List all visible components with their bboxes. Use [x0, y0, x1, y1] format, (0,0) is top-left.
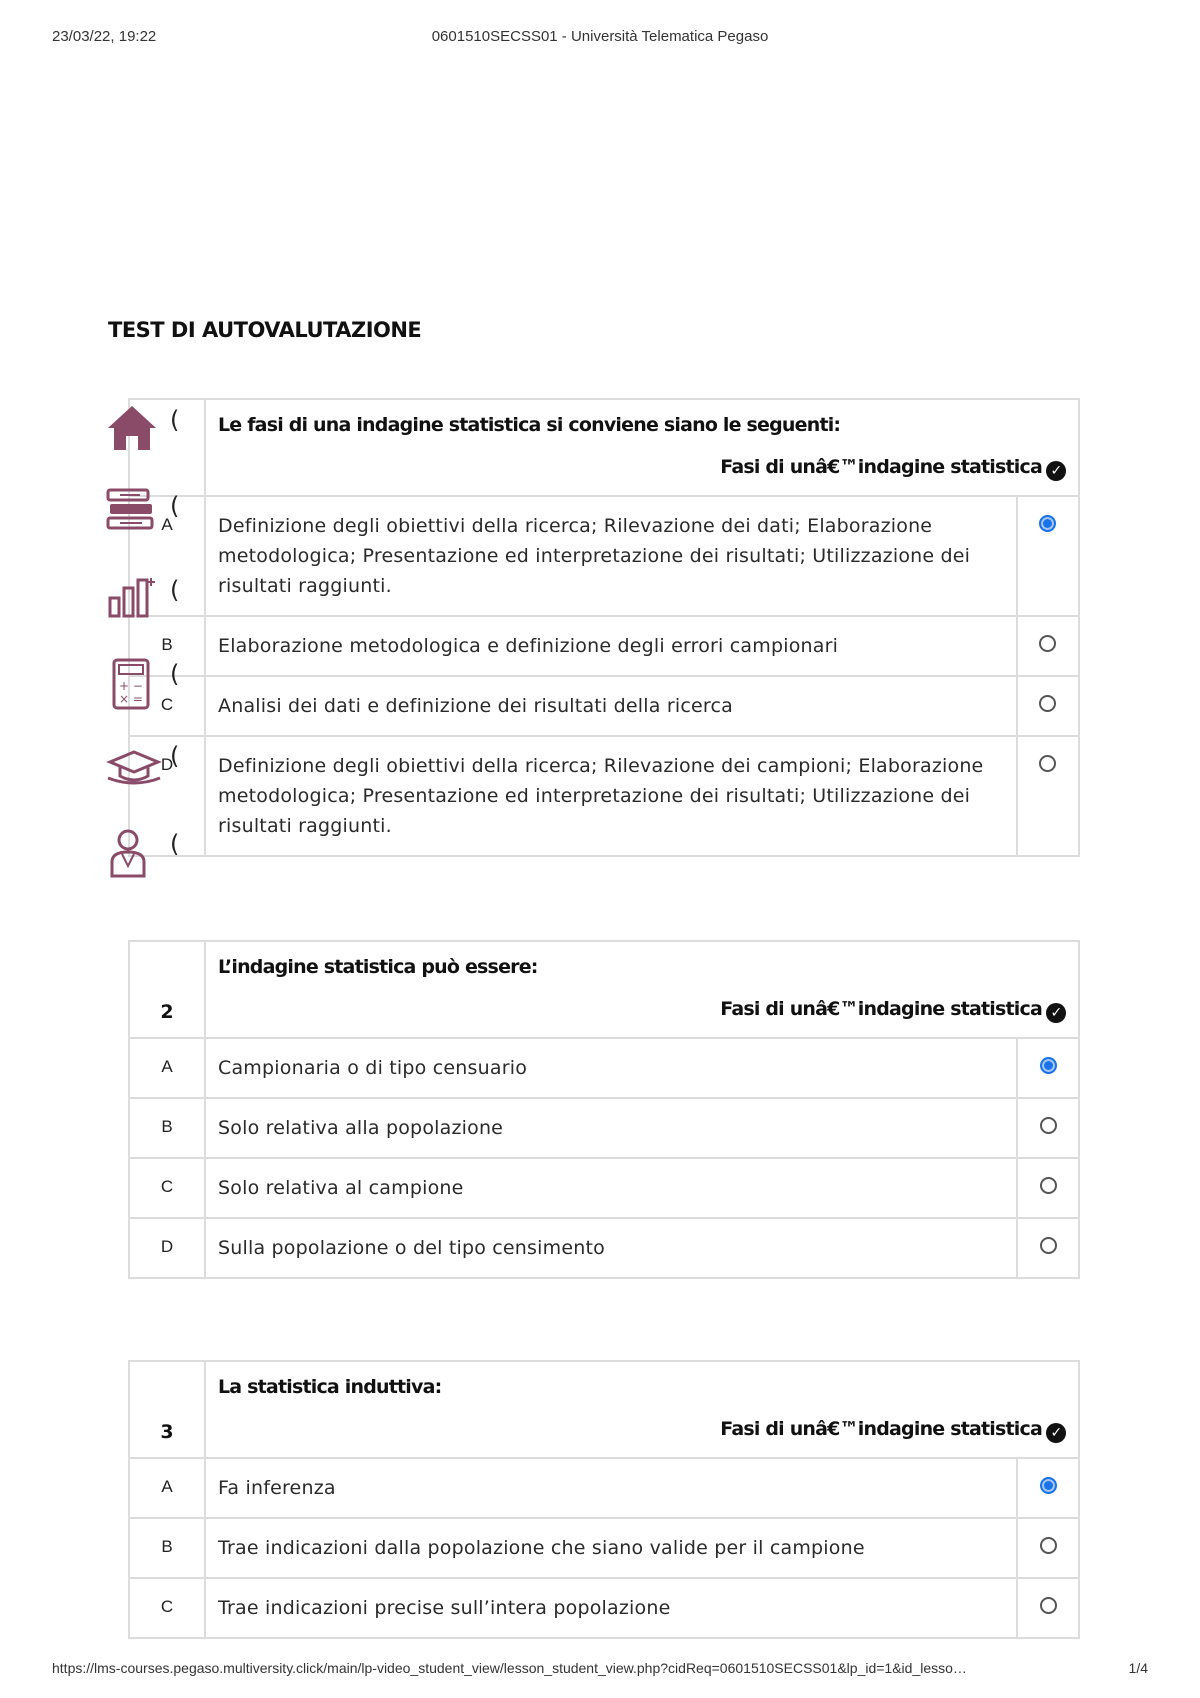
question-table	[128, 398, 1080, 857]
check-circle-icon: ✓	[1046, 1423, 1066, 1443]
answer-row[interactable]	[129, 1038, 1079, 1098]
answer-text: Trae indicazioni dalla popolazione che siano valide per il campione	[205, 1518, 1017, 1578]
answer-text: Fa inferenza	[205, 1458, 1017, 1518]
answer-letter: C	[129, 1158, 205, 1218]
question-header	[205, 1361, 1079, 1458]
answer-radio-selected[interactable]	[1040, 1477, 1057, 1494]
answer-radio-selected[interactable]	[1039, 515, 1056, 532]
svg-text:+ −: + −	[119, 679, 143, 693]
question-header	[205, 941, 1079, 1038]
check-circle-icon: ✓	[1046, 461, 1066, 481]
answer-letter: C	[129, 1578, 205, 1638]
answer-text: Definizione degli obiettivi della ricerca; Rilevazione dei campioni; Elaborazione metodologica; Presentazione ed interpretazione dei risultati; Utilizzazione dei risultati raggiunti.	[205, 736, 1017, 856]
question-header	[205, 399, 1079, 496]
question-table	[128, 940, 1080, 1279]
answer-radio[interactable]	[1040, 1537, 1057, 1554]
answer-row[interactable]	[129, 1518, 1079, 1578]
question-category: Fasi di unâ€™indagine statistica ✓	[206, 1412, 1078, 1457]
answer-text: Elaborazione metodologica e definizione degli errori campionari	[205, 616, 1017, 676]
answer-letter: A	[129, 496, 205, 616]
answer-text: Campionaria o di tipo censuario	[205, 1038, 1017, 1098]
answer-radio[interactable]	[1039, 635, 1056, 652]
answer-letter: B	[129, 1098, 205, 1158]
print-footer	[52, 1660, 1148, 1680]
question-text: L’indagine statistica può essere:	[218, 956, 538, 978]
answer-row[interactable]	[129, 1098, 1079, 1158]
question-text: Le fasi di una indagine statistica si conviene siano le seguenti:	[218, 414, 841, 436]
answer-row[interactable]	[129, 496, 1079, 616]
answer-letter: B	[129, 1518, 205, 1578]
answer-letter: B	[129, 616, 205, 676]
question-category: Fasi di unâ€™indagine statistica ✓	[206, 992, 1078, 1037]
answer-radio[interactable]	[1040, 1237, 1057, 1254]
user-icon[interactable]	[106, 826, 158, 878]
answer-text: Definizione degli obiettivi della ricerca; Rilevazione dei dati; Elaborazione metodologica; Presentazione ed interpretazione dei risultati; Utilizzazione dei risultati raggiunti.	[205, 496, 1017, 616]
answer-text: Solo relativa al campione	[205, 1158, 1017, 1218]
answer-row[interactable]	[129, 1158, 1079, 1218]
print-date: 23/03/22, 19:22	[52, 28, 157, 45]
home-icon[interactable]	[106, 404, 158, 452]
answer-row[interactable]	[129, 1218, 1079, 1278]
answer-radio[interactable]	[1039, 695, 1056, 712]
answer-radio[interactable]	[1040, 1177, 1057, 1194]
answer-radio-selected[interactable]	[1040, 1057, 1057, 1074]
side-nav-icons: + − × = ( ( ( ( ( (	[106, 396, 196, 896]
print-header	[52, 28, 1148, 48]
answer-radio[interactable]	[1040, 1117, 1057, 1134]
answer-letter: A	[129, 1458, 205, 1518]
answer-row[interactable]	[129, 676, 1079, 736]
answer-radio[interactable]	[1040, 1597, 1057, 1614]
calculator-icon[interactable]	[106, 658, 158, 712]
answer-row[interactable]	[129, 1578, 1079, 1638]
answer-letter: C	[129, 676, 205, 736]
question-category: Fasi di unâ€™indagine statistica ✓	[206, 450, 1078, 495]
print-url: https://lms-courses.pegaso.multiversity.click/main/lp-video_student_view/lesson_student_view.php?cidReq=0601510SECSS01&lp_id=1&id_lesso…	[52, 1660, 967, 1676]
svg-text:× =: × =	[119, 692, 143, 706]
print-page-title: 0601510SECSS01 - Università Telematica Pegaso	[431, 28, 769, 45]
books-icon[interactable]	[106, 488, 158, 532]
answer-text: Sulla popolazione o del tipo censimento	[205, 1218, 1017, 1278]
answer-row[interactable]	[129, 616, 1079, 676]
answer-text: Solo relativa alla popolazione	[205, 1098, 1017, 1158]
section-title: TEST DI AUTOVALUTAZIONE	[108, 318, 422, 342]
question-table	[128, 1360, 1080, 1639]
question-number: 3	[129, 1361, 205, 1458]
graduation-cap-icon[interactable]	[106, 748, 162, 788]
answer-letter: D	[129, 736, 205, 856]
question-text: La statistica induttiva:	[218, 1376, 442, 1398]
check-circle-icon: ✓	[1046, 1003, 1066, 1023]
page-number: 1/4	[1128, 1660, 1148, 1676]
answer-row[interactable]	[129, 1458, 1079, 1518]
answer-letter: D	[129, 1218, 205, 1278]
answer-row[interactable]	[129, 736, 1079, 856]
answer-radio[interactable]	[1039, 755, 1056, 772]
answer-letter: A	[129, 1038, 205, 1098]
question-number: 2	[129, 941, 205, 1038]
answer-text: Analisi dei dati e definizione dei risultati della ricerca	[205, 676, 1017, 736]
bar-chart-icon[interactable]	[106, 574, 158, 620]
answer-text: Trae indicazioni precise sull’intera popolazione	[205, 1578, 1017, 1638]
